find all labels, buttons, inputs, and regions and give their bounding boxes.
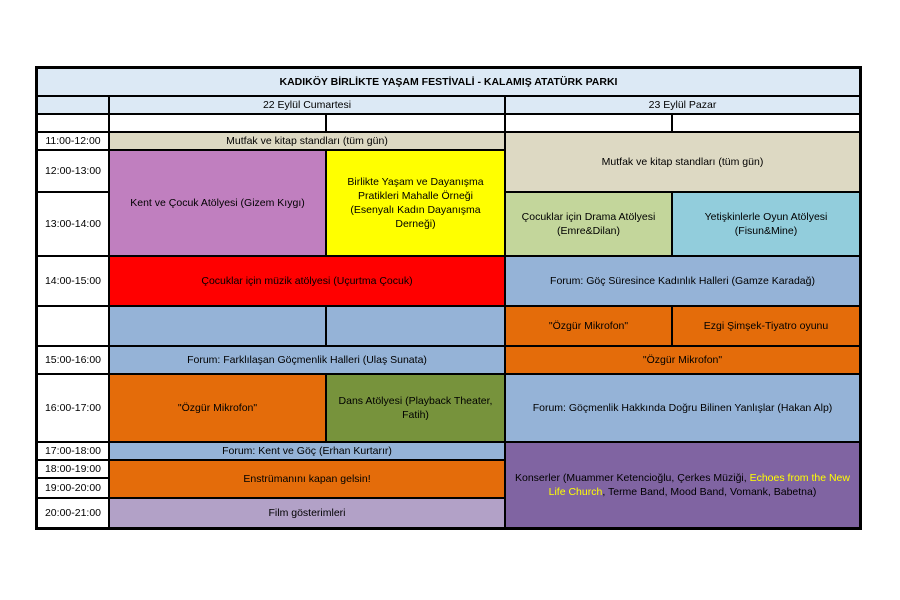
festival-title: KADIKÖY BİRLİKTE YAŞAM FESTİVALİ - KALAMIŞ ATATÜRK PARKI: [37, 68, 860, 96]
sun-ezgi-simsek: Ezgi Şimşek-Tiyatro oyunu: [672, 306, 860, 346]
sat-enstruman: Enstrümanını kapan gelsin!: [109, 460, 505, 498]
sun-kitchen-stands: Mutfak ve kitap standları (tüm gün): [505, 132, 860, 192]
sat-kitchen-stands: Mutfak ve kitap standları (tüm gün): [109, 132, 505, 150]
time-label: 15:00-16:00: [37, 346, 109, 374]
day-header-saturday: 22 Eylül Cumartesi: [109, 96, 505, 114]
sat-kent-cocuk-atolyesi: Kent ve Çocuk Atölyesi (Gizem Kıygı): [109, 150, 326, 256]
time-label: 13:00-14:00: [37, 192, 109, 256]
time-label: 14:00-15:00: [37, 256, 109, 306]
sat-forum-kent-goc: Forum: Kent ve Göç (Erhan Kurtarır): [109, 442, 505, 460]
konser-text-1: Konserler (Muammer Ketencioğlu, Çerkes Müziği,: [515, 471, 750, 484]
time-label: 16:00-17:00: [37, 374, 109, 442]
day-header-sunday: 23 Eylül Pazar: [505, 96, 860, 114]
time-label: 11:00-12:00: [37, 132, 109, 150]
time-label: 12:00-13:00: [37, 150, 109, 192]
blank-cell: [109, 114, 326, 132]
schedule-table: [35, 66, 862, 530]
sat-film-gosterimleri: Film gösterimleri: [109, 498, 505, 528]
time-label: 18:00-19:00: [37, 460, 109, 478]
time-label-empty: [37, 306, 109, 346]
sat-empty-slot: [109, 306, 326, 346]
sun-forum-yanlislar: Forum: Göçmenlik Hakkında Doğru Bilinen Yanlışlar (Hakan Alp): [505, 374, 860, 442]
sat-birlikte-yasam: Birlikte Yaşam ve Dayanışma Pratikleri Mahalle Örneği (Esenyalı Kadın Dayanışma Derneği): [326, 150, 505, 256]
sun-ozgur-mikrofon-1: "Özgür Mikrofon": [505, 306, 672, 346]
sun-forum-kadinlik: Forum: Göç Süresince Kadınlık Halleri (Gamze Karadağ): [505, 256, 860, 306]
konser-highlight: Echoes from the New Life Church: [548, 471, 850, 498]
sun-ozgur-mikrofon-2: "Özgür Mikrofon": [505, 346, 860, 374]
konser-text-2: , Terme Band, Mood Band, Vomank, Babetna): [602, 486, 817, 498]
blank-cell: [326, 114, 505, 132]
sun-konserler: [505, 442, 860, 528]
sat-muzik-atolyesi: Çocuklar için müzik atölyesi (Uçurtma Çocuk): [109, 256, 505, 306]
sat-ozgur-mikrofon: "Özgür Mikrofon": [109, 374, 326, 442]
sun-drama-atolyesi: Çocuklar için Drama Atölyesi (Emre&Dilan): [505, 192, 672, 256]
sun-oyun-atolyesi: Yetişkinlerle Oyun Atölyesi (Fisun&Mine): [672, 192, 860, 256]
empty-corner-cell: [37, 96, 109, 114]
time-label: 19:00-20:00: [37, 478, 109, 498]
sat-forum-farklilasan: Forum: Farklılaşan Göçmenlik Halleri (Ulaş Sunata): [109, 346, 505, 374]
sat-empty-slot: [326, 306, 505, 346]
blank-cell: [672, 114, 860, 132]
sat-dans-atolyesi: Dans Atölyesi (Playback Theater, Fatih): [326, 374, 505, 442]
blank-cell: [505, 114, 672, 132]
time-label: 17:00-18:00: [37, 442, 109, 460]
time-label: 20:00-21:00: [37, 498, 109, 528]
blank-cell: [37, 114, 109, 132]
